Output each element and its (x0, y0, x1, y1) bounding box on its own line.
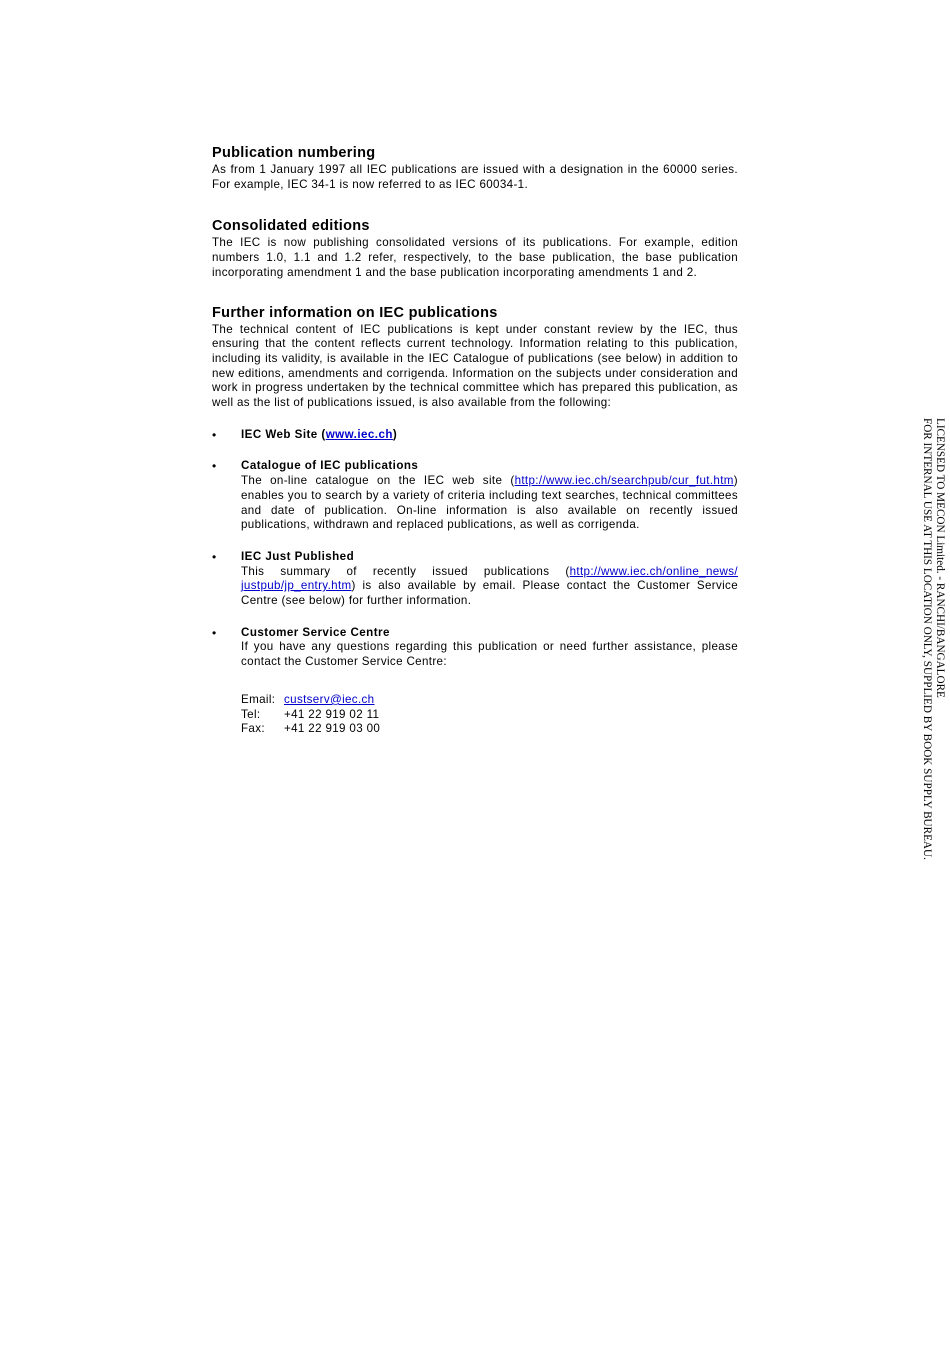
bullet-marker: • (212, 459, 217, 474)
section-title-publication-numbering: Publication numbering (212, 145, 376, 161)
email-link[interactable]: custserv@iec.ch (284, 692, 375, 706)
contact-email-row (241, 693, 738, 708)
just-published-link[interactable]: http://www.iec.ch/online_news/ justpub/jp_entry.htm (241, 564, 738, 593)
tel-label: Tel: (241, 707, 261, 721)
bullet-just-published (212, 550, 738, 609)
bullet-text-just-published: This summary of recently issued publications (http://www.iec.ch/online_news/ justpub/jp_entry.htm) is also available by email. Please contact the Customer Service Centre (see below) for further information. (241, 564, 738, 608)
bullet-marker: • (212, 427, 217, 442)
bullet-title-catalogue: Catalogue of IEC publications (241, 459, 419, 473)
bullet-title-web-site: IEC Web Site (www.iec.ch) (241, 427, 398, 441)
email-label: Email: (241, 692, 276, 706)
section-title-further-information: Further information on IEC publications (212, 304, 498, 321)
license-line-2: FOR INTERNAL USE AT THIS LOCATION ONLY, SUPPLIED BY BOOK SUPPLY BUREAU. (921, 418, 933, 860)
contact-block (241, 693, 738, 737)
bullet-marker: • (212, 549, 217, 564)
contact-fax-row (241, 722, 738, 737)
bullet-marker: • (212, 625, 217, 640)
license-line-1: LICENSED TO MECON Limited. - RANCHI/BANGALORE (934, 418, 946, 698)
section-text-consolidated-editions: The IEC is now publishing consolidated versions of its publications. For example, edition numbers 1.0, 1.1 and 1.2 refer, respectively, to the base publication, the base publication incorporating amendment 1 and the base publication incorporating amendments 1 and 2. (212, 236, 738, 279)
bullet-text-customer-service: If you have any questions regarding this publication or need further assistance, please contact the Customer Service Centre: (241, 640, 738, 669)
tel-value: +41 22 919 02 11 (284, 707, 380, 721)
bullet-title-just-published: IEC Just Published (241, 549, 355, 563)
catalogue-link[interactable]: http://www.iec.ch/searchpub/cur_fut.htm (514, 474, 734, 488)
iec-website-link[interactable]: www.iec.ch (325, 427, 393, 441)
bullet-text-catalogue: The on-line catalogue on the IEC web site (http://www.iec.ch/searchpub/cur_fut.htm) enables you to search by a variety of criteria including text searches, technical committees and date of publication. On-line information is also available on recently issued publications, withdrawn and replaced publications, as well as corrigenda. (241, 474, 738, 532)
license-side-note (918, 418, 948, 938)
section-text-further-information: The technical content of IEC publications is kept under constant review by the IEC, thus ensuring that the content reflects current technology. Information relating to this publication, including its validity, is available in the IEC Catalogue of publications (see below) in addition to new editions, amendments and corrigenda. Information on the subjects under consideration and work in progress undertaken by the technical committee which has prepared this publication, as well as the list of publications issued, is also available from the following: (212, 322, 738, 410)
section-text-publication-numbering: As from 1 January 1997 all IEC publications are issued with a designation in the 60000 series. For example, IEC 34-1 is now referred to as IEC 60034-1. (212, 163, 738, 191)
bullet-web-site (212, 428, 738, 443)
contact-tel-row (241, 708, 738, 723)
fax-label: Fax: (241, 722, 265, 736)
bullet-catalogue (212, 459, 738, 533)
section-title-consolidated-editions: Consolidated editions (212, 218, 370, 235)
page-content (212, 143, 738, 737)
fax-value: +41 22 919 03 00 (284, 722, 381, 736)
bullet-customer-service (212, 626, 738, 737)
bullet-title-customer-service: Customer Service Centre (241, 625, 390, 639)
